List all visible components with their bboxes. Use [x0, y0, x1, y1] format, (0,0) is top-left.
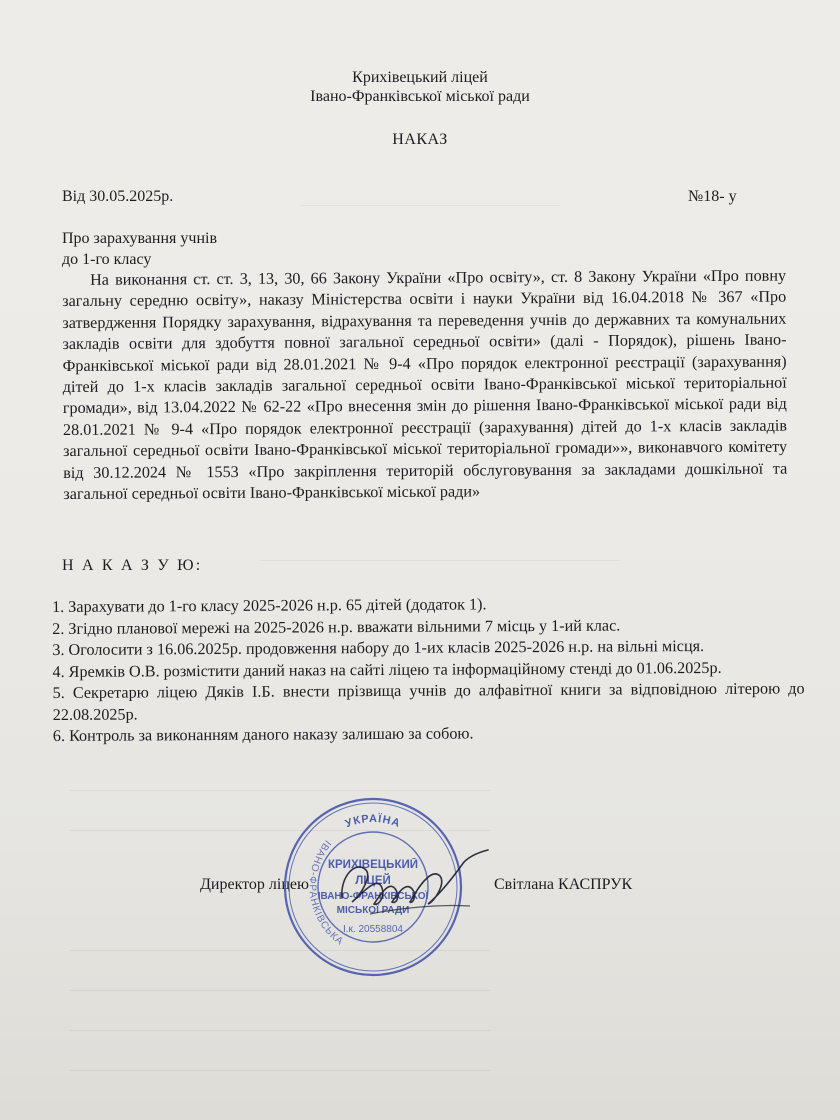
bleed-through-line: [70, 1070, 490, 1071]
bleed-through-line: [260, 560, 620, 561]
order-item: 5. Секретарю ліцею Дяків І.Б. внести прізвища учнів до алфавітної книги за відповідною літерою до 22.08.2025р.: [52, 679, 805, 724]
seal-center-text: ІВАНО-ФРАНКІВСЬКОЇ: [317, 891, 429, 902]
subject-line: до 1-го класу: [62, 251, 152, 268]
handwritten-signature: [327, 846, 500, 926]
director-label: Директор ліцею: [200, 876, 309, 893]
decree-heading: Н А К А З У Ю:: [62, 557, 203, 574]
order-item: 1. Зарахувати до 1-го класу 2025-2026 н.р. 65 дітей (додаток 1).: [52, 595, 487, 616]
subject-line: Про зарахування учнів: [62, 230, 218, 247]
order-item: 3. Оголосити з 16.06.2025р. продовження набору до 1-их класів 2025-2026 н.р. на вільні місця.: [52, 637, 705, 659]
order-subject: [62, 228, 217, 270]
preamble-paragraph: На виконання ст. ст. 3, 13, 30, 66 Закону України «Про освіту», ст. 8 Закону України «Про повну загальну середню освіту», наказу Міністерства освіти і науки України від 16.04.2018 № 367 «Про затвердження Порядку зарахування, відрахування та переведення учнів до державних та комунальних закладів освіти для здобуття повної загальної середньої освіти» (далі - Порядок), рішень Івано-Франківської міської ради від 28.01.2021 № 9-4 «Про порядок електронної реєстрації (зарахування) дітей до 1-х класів закладів загальної середньої освіти Івано-Франківської міської територіальної громади», від 13.04.2022 № 62-22 «Про внесення змін до рішення Івано-Франківської міської ради від 28.01.2021 № 9-4 «Про порядок електронної реєстрації (зарахування) дітей до 1-х класів закладів загальної середньої освіти Івано-Франківської міської територіальної громади»», виконавчого комітету від 30.12.2024 № 1553 «Про закріплення територій обслуговування за закладами дошкільної та загальної середньої освіти Івано-Франківської міської ради»: [62, 266, 788, 504]
seal-center-text: МІСЬКОЇ РАДИ: [336, 905, 410, 916]
seal-code-text: І.к. 20558804: [343, 924, 403, 935]
seal-ring-top-text: УКРАЇНА: [343, 812, 403, 831]
order-number: №18- у: [688, 188, 737, 205]
bleed-through-line: [70, 990, 490, 991]
seal-center-text: КРИХІВЕЦЬКИЙ: [327, 859, 419, 871]
bleed-through-line: [70, 1030, 490, 1031]
order-date: Від 30.05.2025р.: [62, 188, 174, 205]
council-name: Івано-Франківської міської ради: [310, 88, 530, 105]
order-item: 2. Згідно планової мережі на 2025-2026 н.р. вважати вільними 7 місць у 1-ий клас.: [52, 616, 621, 638]
order-items-list: [52, 592, 805, 747]
school-name: Крихівецький ліцей: [352, 69, 488, 86]
seal-center-text: ЛІЦЕЙ: [355, 875, 391, 887]
bleed-through-line: [300, 205, 560, 206]
director-name: Світлана КАСПРУК: [494, 876, 633, 893]
order-item: 6. Контроль за виконанням даного наказу залишаю за собою.: [52, 724, 474, 745]
order-title: НАКАЗ: [392, 131, 448, 148]
bleed-through-line: [70, 790, 490, 791]
svg-text:УКРАЇНА: [344, 812, 403, 830]
seal-ring-side-text: ІВАНО-ФРАНКІВСЬКА: [306, 837, 346, 948]
order-item: 4. Яремків О.В. розмістити даний наказ на сайті ліцею та інформаційному стенді до 01.06.2025р.: [52, 658, 722, 681]
document-header: [0, 68, 840, 106]
